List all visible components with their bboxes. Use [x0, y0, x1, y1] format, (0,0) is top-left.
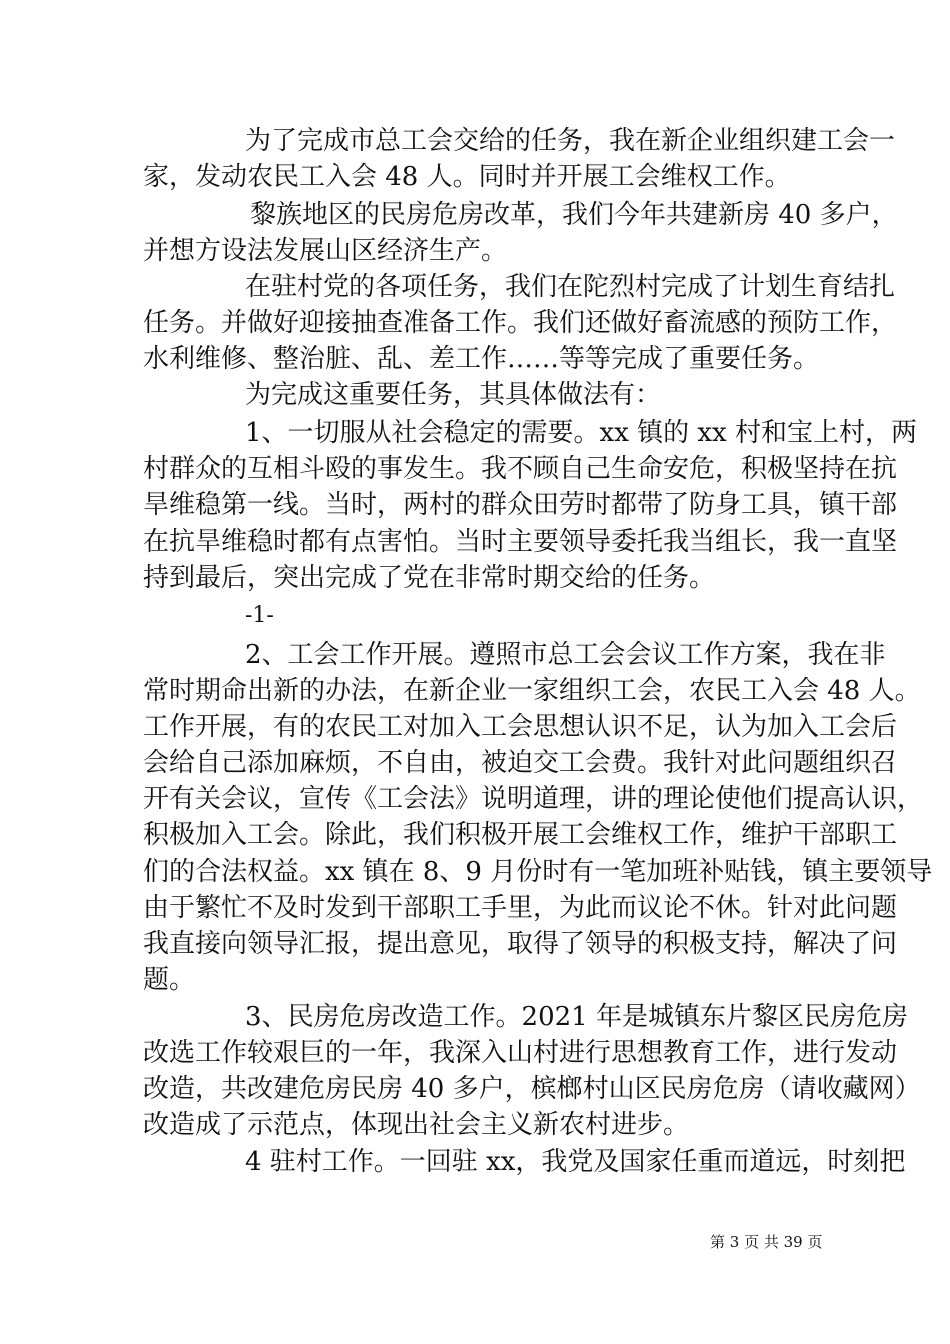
paragraph-line: 常时期命出新的办法，在新企业一家组织工会，农民工入会 48 人。 [143, 676, 921, 706]
paragraph-line: 并想方设法发展山区经济生产。 [143, 236, 508, 266]
paragraph-line: 开有关会议，宣传《工会法》说明道理，讲的理论使他们提高认识， [143, 784, 924, 814]
paragraph-line: 黎族地区的民房危房改革，我们今年共建新房 40 多户， [250, 200, 898, 230]
paragraph-line: 旱维稳第一线。当时，两村的群众田劳时都带了防身工具，镇干部 [143, 490, 898, 520]
paragraph-line: 村群众的互相斗殴的事发生。我不顾自己生命安危，积极坚持在抗 [143, 454, 898, 484]
paragraph-line: 改造成了示范点，体现出社会主义新农村进步。 [143, 1110, 690, 1140]
paragraph-line: 4 驻村工作。一回驻 xx，我党及国家任重而道远，时刻把 [245, 1147, 906, 1177]
paragraph-line: 由于繁忙不及时发到干部职工手里，为此而议论不休。针对此问题 [143, 893, 898, 923]
paragraph-line: 改造，共改建危房民房 40 多户，槟榔村山区民房危房（请收藏网） [143, 1074, 921, 1104]
paragraph-line: 们的合法权益。xx 镇在 8、9 月份时有一笔加班补贴钱，镇主要领导 [143, 857, 933, 887]
paragraph-line: 1、一切服从社会稳定的需要。xx 镇的 xx 村和宝上村，两 [245, 418, 917, 448]
paragraph-line: 在驻村党的各项任务，我们在陀烈村完成了计划生育结扎 [245, 272, 896, 302]
paragraph-line: 改选工作较艰巨的一年，我深入山村进行思想教育工作，进行发动 [143, 1038, 898, 1068]
paragraph-line: 我直接向领导汇报，提出意见，取得了领导的积极支持，解决了问 [143, 929, 898, 959]
paragraph-line: 为了完成市总工会交给的任务，我在新企业组织建工会一 [245, 126, 896, 156]
paragraph-line: 会给自己添加麻烦，不自由，被迫交工会费。我针对此问题组织召 [143, 748, 898, 778]
paragraph-line: 工作开展，有的农民工对加入工会思想认识不足，认为加入工会后 [143, 712, 898, 742]
paragraph-line: 水利维修、整治脏、乱、差工作……等等完成了重要任务。 [143, 344, 820, 374]
paragraph-line: 2、工会工作开展。遵照市总工会会议工作方案，我在非 [245, 640, 886, 670]
paragraph-line: 积极加入工会。除此，我们积极开展工会维权工作，维护干部职工 [143, 820, 898, 850]
paragraph-line: 任务。并做好迎接抽查准备工作。我们还做好畜流感的预防工作， [143, 308, 898, 338]
paragraph-line: 家，发动农民工入会 48 人。同时并开展工会维权工作。 [143, 162, 791, 192]
paragraph-line: 在抗旱维稳时都有点害怕。当时主要领导委托我当组长，我一直坚 [143, 527, 898, 557]
paragraph-line: 题。 [143, 965, 196, 995]
paragraph-line: 为完成这重要任务，其具体做法有： [245, 380, 662, 410]
page-footer: 第 3 页 共 39 页 [710, 1233, 823, 1251]
paragraph-line: 持到最后，突出完成了党在非常时期交给的任务。 [143, 563, 716, 593]
paragraph-line: 3、民房危房改造工作。2021 年是城镇东片黎区民房危房 [245, 1002, 908, 1032]
inline-page-number: -1- [245, 603, 274, 628]
